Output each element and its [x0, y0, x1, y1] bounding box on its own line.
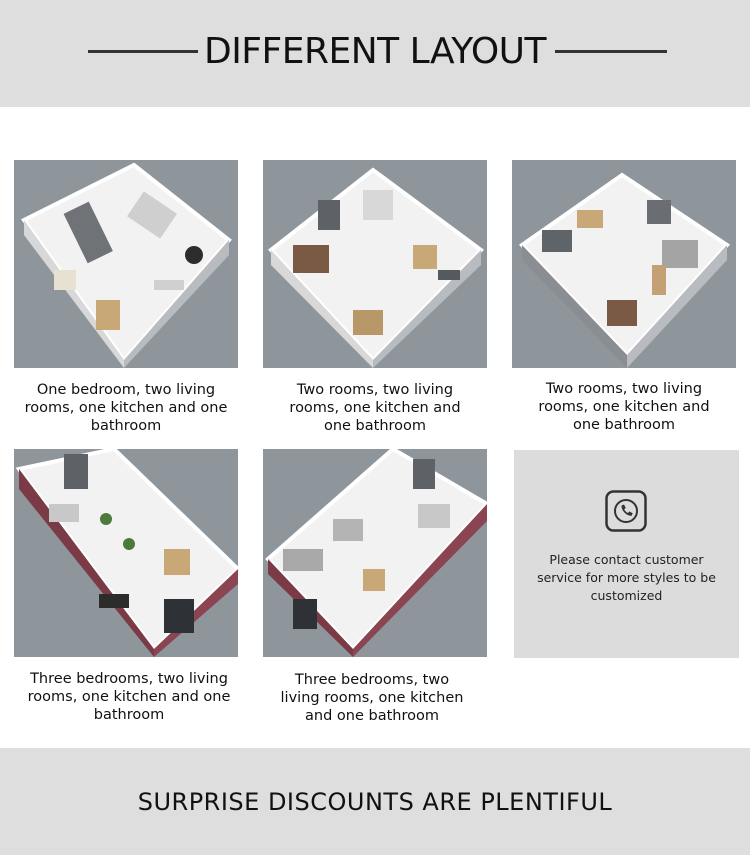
layout-image-1 — [14, 160, 238, 368]
contact-line: Please contact customer — [549, 552, 704, 567]
caption-line: Three bedrooms, two living — [30, 671, 228, 687]
caption-line: one bathroom — [572, 417, 676, 433]
contact-line: customized — [590, 588, 663, 603]
caption-line: rooms, one kitchen and — [538, 399, 710, 415]
layout-caption-2 — [255, 381, 495, 435]
caption-line: Two rooms, two living — [545, 381, 703, 397]
layout-image-5 — [263, 449, 487, 657]
layout-image-2 — [263, 160, 487, 368]
contact-line: service for more styles to be — [537, 570, 716, 585]
layout-caption-5 — [252, 671, 492, 725]
header-band — [0, 0, 750, 107]
layout-caption-4 — [9, 670, 249, 724]
caption-line: one bathroom — [323, 418, 427, 434]
caption-line: rooms, one kitchen and one — [24, 400, 228, 416]
caption-line: living rooms, one kitchen — [280, 690, 464, 706]
footer-band — [0, 748, 750, 855]
caption-line: rooms, one kitchen and — [289, 400, 461, 416]
phone-icon — [605, 490, 647, 532]
layout-caption-1 — [6, 381, 246, 435]
contact-card — [514, 450, 739, 658]
caption-line: One bedroom, two living — [36, 382, 216, 398]
page-title: DIFFERENT LAYOUT — [203, 31, 547, 72]
header-rule-right — [555, 50, 667, 53]
caption-line: Two rooms, two living — [296, 382, 454, 398]
layout-image-4 — [14, 449, 238, 657]
footer-slogan: SURPRISE DISCOUNTS ARE PLENTIFUL — [137, 788, 613, 816]
contact-message — [522, 551, 731, 605]
caption-line: rooms, one kitchen and one — [27, 689, 231, 705]
layout-caption-3 — [504, 380, 744, 434]
layout-image-3 — [512, 160, 736, 368]
caption-line: Three bedrooms, two — [294, 672, 450, 688]
caption-line: bathroom — [93, 707, 165, 723]
caption-line: and one bathroom — [305, 708, 439, 724]
caption-line: bathroom — [90, 418, 162, 434]
